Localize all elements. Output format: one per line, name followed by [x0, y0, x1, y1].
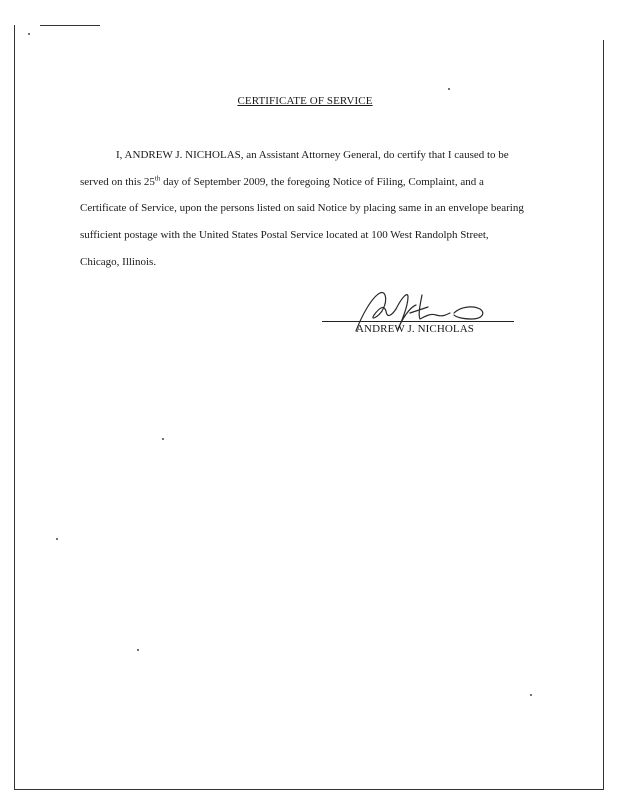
paragraph-part-1: I, ANDREW J. NICHOLAS, an Assistant Attorney General, do certify that I caused to be served on this 25	[80, 149, 509, 188]
scan-border-top	[40, 25, 100, 26]
paragraph-part-2: day of September 2009, the foregoing Notice of Filing, Complaint, and a Certificate of Service, upon the persons listed on said Notice by placing same in an envelope bearing sufficient postage with the United States Postal Service located at 100 West Randolph Street, Chicago, Illinois.	[80, 175, 524, 268]
scan-border-bottom	[14, 789, 604, 790]
scan-speck	[162, 438, 164, 440]
certificate-paragraph	[80, 142, 530, 276]
signature-line	[322, 321, 514, 322]
scan-speck	[28, 33, 30, 35]
signer-name: ANDREW J. NICHOLAS	[356, 323, 475, 335]
scan-border-left	[14, 25, 15, 790]
scan-speck	[56, 538, 58, 540]
scan-border-right	[603, 40, 604, 790]
scan-speck	[137, 649, 139, 651]
scan-speck	[448, 88, 450, 90]
document-title: CERTIFICATE OF SERVICE	[237, 95, 373, 107]
paragraph-superscript: th	[154, 174, 161, 183]
scan-speck	[530, 694, 532, 696]
